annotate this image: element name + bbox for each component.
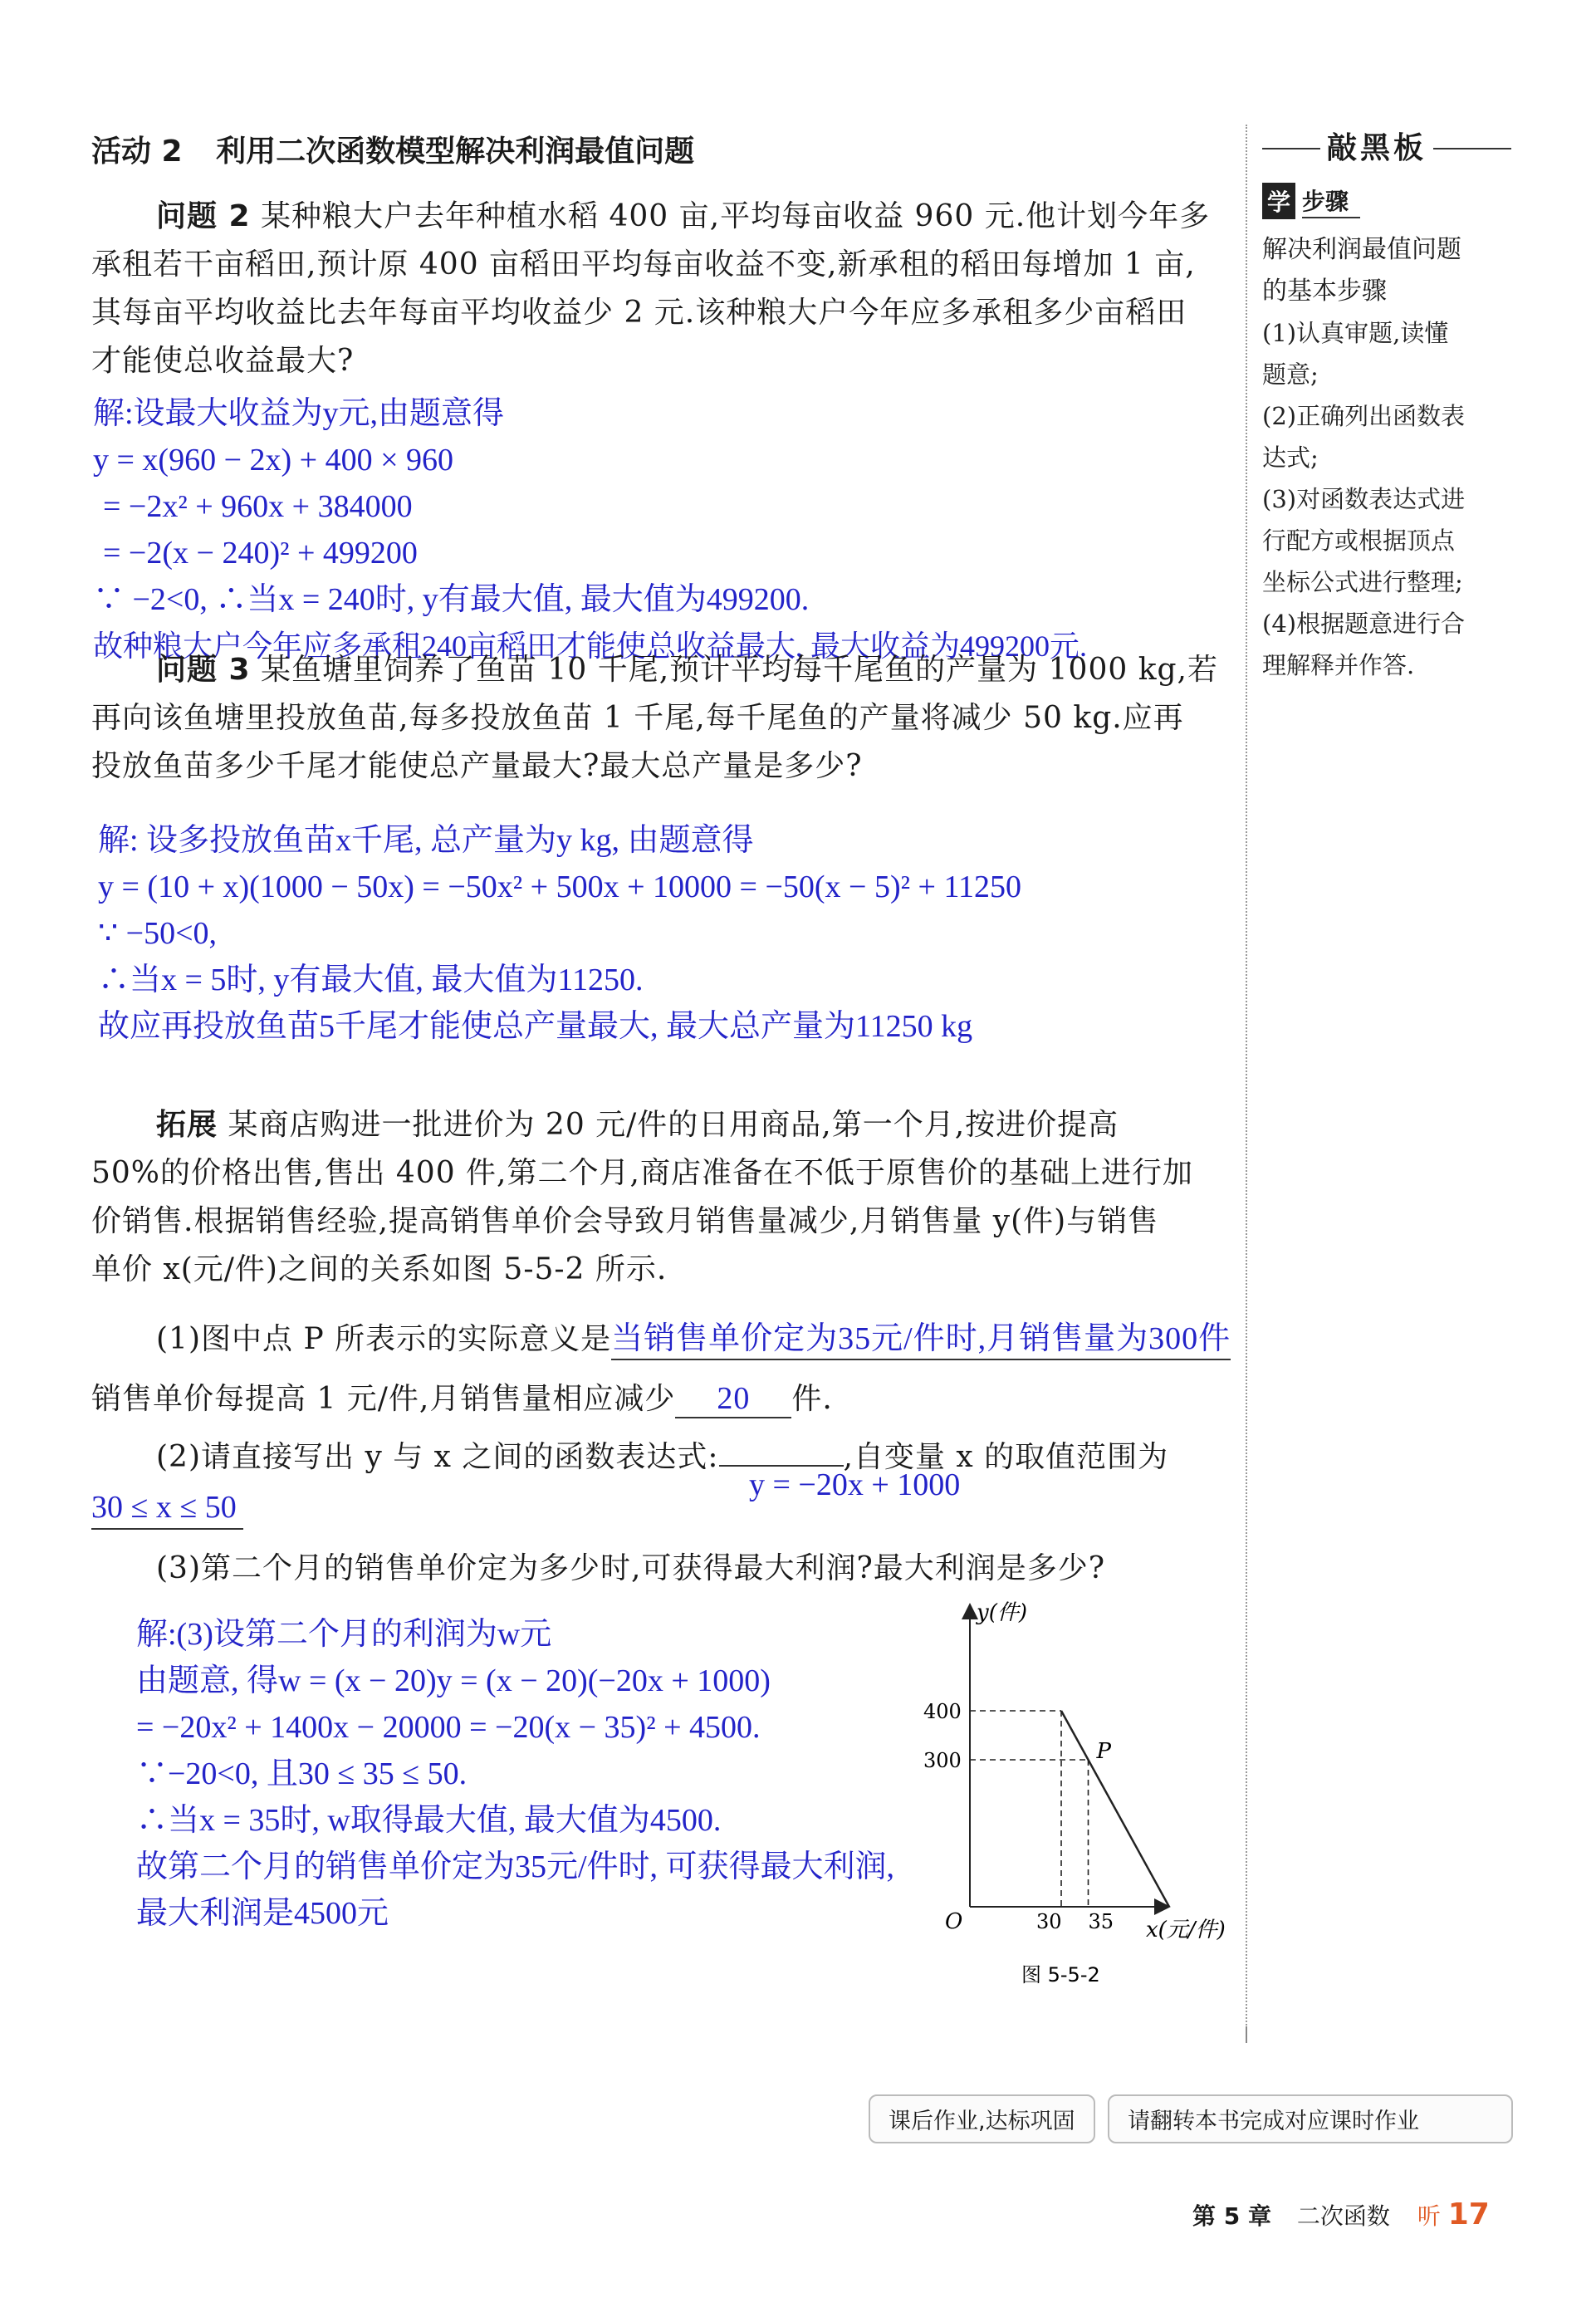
chart-point-label: P xyxy=(1096,1739,1111,1764)
chart-y-tick-label: 300 xyxy=(923,1749,962,1772)
chart-title: 图 5-5-2 xyxy=(1021,1963,1100,1986)
chart-x-tick-label: 30 xyxy=(1036,1910,1062,1933)
problem-3-line: 投放鱼苗多少千尾才能使总产量最大?最大总产量是多少? xyxy=(91,749,863,783)
chart-guides xyxy=(970,1711,1089,1907)
question-3: (3)第二个月的销售单价定为多少时,可获得最大利润?最大利润是多少? xyxy=(156,1551,1106,1585)
extension-line: 50%的价格出售,售出 400 件,第二个月,商店准备在不低于原售价的基础上进行加 xyxy=(91,1156,1193,1190)
chart-series-line xyxy=(1061,1711,1169,1907)
step-line: 理解释并作答. xyxy=(1262,651,1415,679)
answer-line: 由题意, 得w = (x − 20)y = (x − 20)(−20x + 1000) xyxy=(136,1663,771,1698)
badge-label: 步骤 xyxy=(1302,184,1360,218)
answer-line: ∴当x = 5时, y有最大值, 最大值为11250. xyxy=(98,963,644,997)
instruction-box: 请翻转本书完成对应课时作业 xyxy=(1108,2094,1513,2143)
question-1-line-2 xyxy=(91,1375,833,1423)
problem-2-line xyxy=(91,193,1241,241)
problem-2-label: 问题 2 xyxy=(156,199,251,233)
page-number: 17 xyxy=(1447,2197,1490,2231)
answer-line: = −2x² + 960x + 384000 xyxy=(103,489,413,524)
footer-chapter-title: 二次函数 xyxy=(1296,2202,1390,2230)
answer-line: = −2(x − 240)² + 499200 xyxy=(103,536,418,571)
extension-text: 某商店购进一批进价为 20 元/件的日用商品,第一个月,按进价提高 xyxy=(228,1108,1119,1142)
answer-line: ∵ −2<0, ∴当x = 240时, y有最大值, 最大值为499200. xyxy=(93,582,810,617)
chart-ticks xyxy=(923,1700,1114,1933)
question-2-range: 30 ≤ x ≤ 50 xyxy=(91,1487,243,1530)
question-2-answer: y = −20x + 1000 xyxy=(749,1467,961,1502)
step-line: (1)认真审题,读懂 xyxy=(1262,319,1449,347)
problem-2-line: 其每亩平均收益比去年每亩平均收益少 2 元.该种粮大户今年应多承租多少亩稻田 xyxy=(91,296,1187,330)
answer-line: = −20x² + 1400x − 20000 = −20(x − 35)² + 4500. xyxy=(136,1710,761,1745)
step-line: 达式; xyxy=(1262,443,1319,472)
step-line: (3)对函数表达式进 xyxy=(1262,485,1466,513)
extension-line: 单价 x(元/件)之间的关系如图 5-5-2 所示. xyxy=(91,1252,668,1286)
chart-x-label: x(元/件) xyxy=(1146,1918,1226,1942)
question-1-line-2-prefix: 销售单价每提高 1 元/件,月销售量相应减少 xyxy=(91,1382,676,1416)
answer-line: 解:(3)设第二个月的利润为w元 xyxy=(136,1617,552,1652)
answer-line: 故种粮大户今年应多承租240亩稻田才能使总收益最大, 最大收益为499200元. xyxy=(93,629,1088,663)
problem-3-line xyxy=(91,646,1241,694)
board-title: 敲黑板 xyxy=(1320,125,1433,167)
answer-line: y = (10 + x)(1000 − 50x) = −50x² + 500x + 10000 = −50(x − 5)² + 11250 xyxy=(98,870,1022,904)
extension-answer xyxy=(136,1611,894,1937)
answer-line: 故第二个月的销售单价定为35元/件时, 可获得最大利润, xyxy=(136,1849,895,1884)
problem-3 xyxy=(91,646,1241,791)
question-1-blank: 20 xyxy=(675,1380,791,1418)
activity-heading xyxy=(91,128,694,170)
answer-line: y = x(960 − 2x) + 400 × 960 xyxy=(93,443,454,478)
activity-title: 利用二次函数模型解决利润最值问题 xyxy=(216,135,695,169)
step-line: (4)根据题意进行合 xyxy=(1262,610,1466,638)
question-1-prefix: (1)图中点 P 所表示的实际意义是 xyxy=(156,1322,612,1356)
chart-y-label: y(件) xyxy=(977,1600,1027,1625)
question-1-line-2-suffix: 件. xyxy=(791,1382,833,1416)
answer-line: 解:设最大收益为y元,由题意得 xyxy=(93,396,505,431)
answer-line: 故应再投放鱼苗5千尾才能使总产量最大, 最大总产量为11250 kg xyxy=(98,1009,973,1044)
sidebar-heading xyxy=(1262,229,1511,312)
question-2 xyxy=(156,1433,1168,1482)
question-2-prefix: (2)请直接写出 y 与 x 之间的函数表达式: xyxy=(156,1440,719,1474)
footer-chapter: 第 5 章 xyxy=(1192,2202,1271,2230)
answer-line: ∵ −50<0, xyxy=(98,916,218,951)
divider-end xyxy=(1246,2026,1247,2043)
problem-2-text: 某种粮大户去年种植水稻 400 亩,平均每亩收益 960 元.他计划今年多 xyxy=(261,199,1211,233)
activity-label: 活动 2 xyxy=(91,135,183,169)
question-1 xyxy=(156,1315,1231,1364)
answer-line: ∵−20<0, 且30 ≤ 35 ≤ 50. xyxy=(136,1756,468,1791)
footer-listen: 听 xyxy=(1417,2202,1441,2230)
badge-icon: 学 xyxy=(1262,183,1295,219)
extension-line: 价销售.根据销售经验,提高销售单价会导致月销售量减少,月销售量 y(件)与销售 xyxy=(91,1204,1159,1238)
step-line: (2)正确列出函数表 xyxy=(1262,402,1466,430)
steps-badge xyxy=(1262,183,1511,219)
step-line: 题意; xyxy=(1262,360,1319,389)
homework-box: 课后作业,达标巩固 xyxy=(869,2094,1095,2143)
answer-line: ∴当x = 35时, w取得最大值, 最大值为4500. xyxy=(136,1803,722,1838)
page-footer xyxy=(1192,2197,1490,2231)
problem-3-label: 问题 3 xyxy=(156,653,251,687)
sidebar-heading-line: 的基本步骤 xyxy=(1262,277,1387,306)
chart-y-tick-label: 400 xyxy=(923,1700,962,1723)
problem-2-line: 承租若干亩稻田,预计原 400 亩稻田平均每亩收益不变,新承租的稻田每增加 1 亩, xyxy=(91,247,1196,282)
extension-line xyxy=(91,1101,1246,1149)
extension-label: 拓展 xyxy=(156,1108,218,1142)
problem-2-answer xyxy=(93,390,1243,669)
chart xyxy=(897,1595,1262,1993)
problem-3-text: 某鱼塘里饲养了鱼苗 10 千尾,预计平均每千尾鱼的产量为 1000 kg,若 xyxy=(261,653,1218,687)
question-1-answer: 当销售单价定为35元/件时,月销售量为300件 xyxy=(611,1319,1231,1360)
question-2-suffix: ,自变量 x 的取值范围为 xyxy=(843,1440,1169,1474)
chart-origin-label: O xyxy=(945,1909,963,1934)
problem-2-line: 才能使总收益最大? xyxy=(91,344,355,378)
chart-x-tick-label: 35 xyxy=(1088,1910,1114,1933)
answer-line: 解: 设多投放鱼苗x千尾, 总产量为y kg, 由题意得 xyxy=(98,823,754,858)
problem-2 xyxy=(91,193,1241,385)
step-line: 坐标公式进行整理; xyxy=(1262,568,1463,596)
problem-3-line: 再向该鱼塘里投放鱼苗,每多投放鱼苗 1 千尾,每千尾鱼的产量将减少 50 kg.应再 xyxy=(91,701,1184,735)
extension xyxy=(91,1101,1246,1294)
problem-3-answer xyxy=(98,817,1248,1050)
step-line: 行配方或根据顶点 xyxy=(1262,527,1456,555)
answer-line: 最大利润是4500元 xyxy=(136,1896,389,1931)
sidebar-heading-line: 解决利润最值问题 xyxy=(1262,235,1461,264)
sidebar-steps xyxy=(1262,312,1511,686)
board-title-bar xyxy=(1262,125,1511,171)
sidebar xyxy=(1262,125,1511,686)
